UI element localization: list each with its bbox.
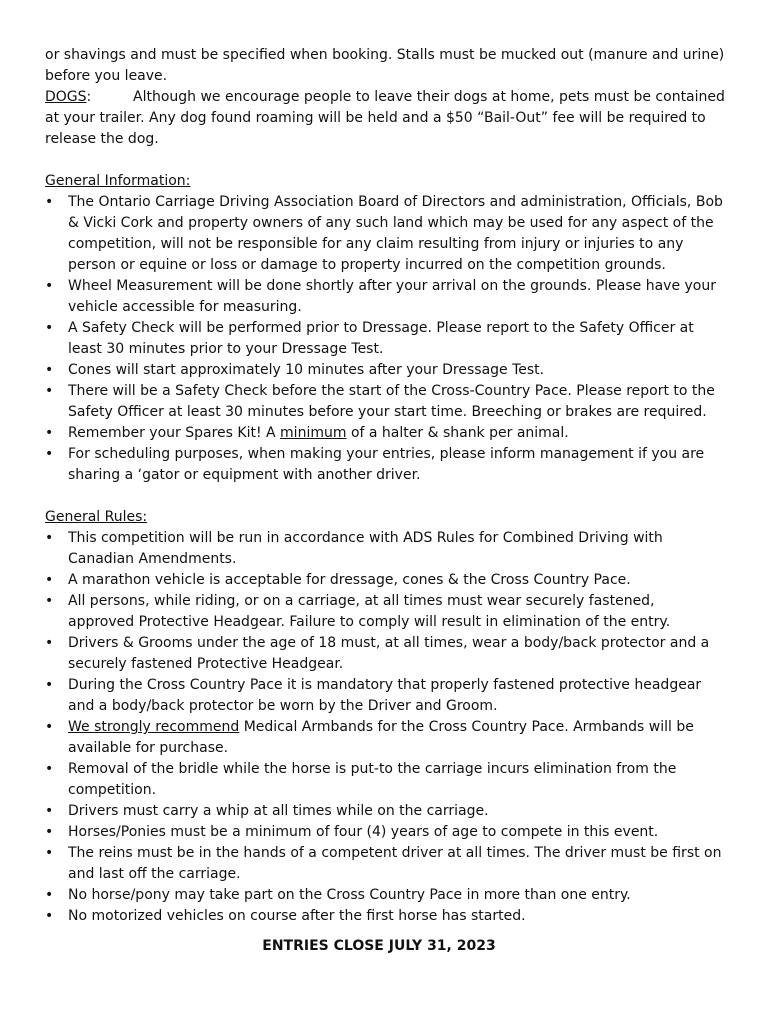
bullet-icon: • xyxy=(45,383,54,399)
list-item xyxy=(45,276,725,318)
list-item-text: There will be a Safety Check before the start of the Cross-Country Pace. Please report to the Safety Officer at least 30 minutes before your start time. Breeching or brakes are required. xyxy=(68,383,715,420)
list-item xyxy=(45,381,725,423)
bullet-icon: • xyxy=(45,446,54,462)
bullet-icon: • xyxy=(45,887,54,903)
bullet-icon: • xyxy=(45,677,54,693)
bullet-icon: • xyxy=(45,362,54,378)
list-item xyxy=(45,591,725,633)
bullet-icon: • xyxy=(45,908,54,924)
bullet-icon: • xyxy=(45,635,54,651)
bullet-icon: • xyxy=(45,761,54,777)
list-item-text: Drivers & Grooms under the age of 18 must, at all times, wear a body/back protector and a securely fastened Protective Headgear. xyxy=(68,635,710,672)
document-page xyxy=(45,45,725,957)
list-item-text: Drivers must carry a whip at all times while on the carriage. xyxy=(68,803,489,819)
list-item-text-post: Medical Armbands for the Cross Country Pace. Armbands will be available for purchase. xyxy=(68,719,694,756)
bullet-icon: • xyxy=(45,320,54,336)
bullet-icon: • xyxy=(45,824,54,840)
entries-close-notice: ENTRIES CLOSE JULY 31, 2023 xyxy=(262,938,496,954)
general-rules-heading: General Rules: xyxy=(45,509,148,525)
bullet-icon: • xyxy=(45,278,54,294)
list-item-text: During the Cross Country Pace it is mandatory that properly fastened protective headgear and a body/back protector be worn by the Driver and Groom. xyxy=(68,677,702,714)
bullet-icon: • xyxy=(45,593,54,609)
dogs-label-wrap xyxy=(45,87,133,108)
list-item-text: Horses/Ponies must be a minimum of four (4) years of age to compete in this event. xyxy=(68,824,659,840)
list-item xyxy=(45,360,725,381)
bullet-icon: • xyxy=(45,425,54,441)
list-item xyxy=(45,675,725,717)
general-information-heading: General Information: xyxy=(45,173,191,189)
list-item-text: Removal of the bridle while the horse is put-to the carriage incurs elimination from the competition. xyxy=(68,761,677,798)
list-item xyxy=(45,423,725,444)
list-item-text: No motorized vehicles on course after the first horse has started. xyxy=(68,908,526,924)
bullet-icon: • xyxy=(45,530,54,546)
stalls-paragraph: or shavings and must be specified when booking. Stalls must be mucked out (manure and urine) before you leave. xyxy=(45,47,725,84)
list-item xyxy=(45,759,725,801)
list-item-text: A Safety Check will be performed prior to Dressage. Please report to the Safety Officer at least 30 minutes prior to your Dressage Test. xyxy=(68,320,694,357)
dogs-colon: : xyxy=(86,89,92,105)
list-item-text: All persons, while riding, or on a carriage, at all times must wear securely fastened, approved Protective Headgear. Failure to comply will result in elimination of the entry. xyxy=(68,593,671,630)
list-item xyxy=(45,843,725,885)
list-item-text: The Ontario Carriage Driving Association Board of Directors and administration, Officials, Bob & Vicki Cork and property owners of any such land which may be used for any aspect of the competition, will not be responsible for any claim resulting from injury or injuries to any person or equine or loss or damage to property incurred on the competition grounds. xyxy=(68,194,723,273)
list-item xyxy=(45,906,725,927)
list-item xyxy=(45,528,725,570)
list-item xyxy=(45,633,725,675)
list-item-text: For scheduling purposes, when making your entries, please inform management if you are sharing a ‘gator or equipment with another driver. xyxy=(68,446,705,483)
general-rules-list xyxy=(45,528,725,927)
list-item-text: No horse/pony may take part on the Cross Country Pace in more than one entry. xyxy=(68,887,631,903)
list-item xyxy=(45,570,725,591)
list-item-text: This competition will be run in accordance with ADS Rules for Combined Driving with Canadian Amendments. xyxy=(68,530,663,567)
list-item-text: The reins must be in the hands of a competent driver at all times. The driver must be first on and last off the carriage. xyxy=(68,845,722,882)
bullet-icon: • xyxy=(45,803,54,819)
minimum-emphasis: minimum xyxy=(280,425,347,441)
list-item xyxy=(45,717,725,759)
bullet-icon: • xyxy=(45,572,54,588)
bullet-icon: • xyxy=(45,845,54,861)
strongly-recommend-emphasis: We strongly recommend xyxy=(68,719,240,735)
list-item xyxy=(45,444,725,486)
list-item xyxy=(45,192,725,276)
list-item xyxy=(45,885,725,906)
list-item-text: Cones will start approximately 10 minutes after your Dressage Test. xyxy=(68,362,545,378)
list-item-text: Wheel Measurement will be done shortly after your arrival on the grounds. Please have your vehicle accessible for measuring. xyxy=(68,278,716,315)
dogs-paragraph xyxy=(45,87,725,150)
section-gap xyxy=(45,150,725,171)
bullet-icon: • xyxy=(45,194,54,210)
dogs-text: Although we encourage people to leave their dogs at home, pets must be contained at your trailer. Any dog found roaming will be held and a $50 “Bail-Out” fee will be required to release the dog. xyxy=(45,89,725,147)
list-item-text-post: of a halter & shank per animal. xyxy=(346,425,569,441)
dogs-label: DOGS xyxy=(45,89,87,105)
section-gap xyxy=(45,486,725,507)
list-item-text-pre: Remember your Spares Kit! A xyxy=(68,425,281,441)
list-item xyxy=(45,801,725,822)
list-item xyxy=(45,822,725,843)
bullet-icon: • xyxy=(45,719,54,735)
general-information-list xyxy=(45,192,725,486)
list-item-text: A marathon vehicle is acceptable for dressage, cones & the Cross Country Pace. xyxy=(68,572,631,588)
list-item xyxy=(45,318,725,360)
